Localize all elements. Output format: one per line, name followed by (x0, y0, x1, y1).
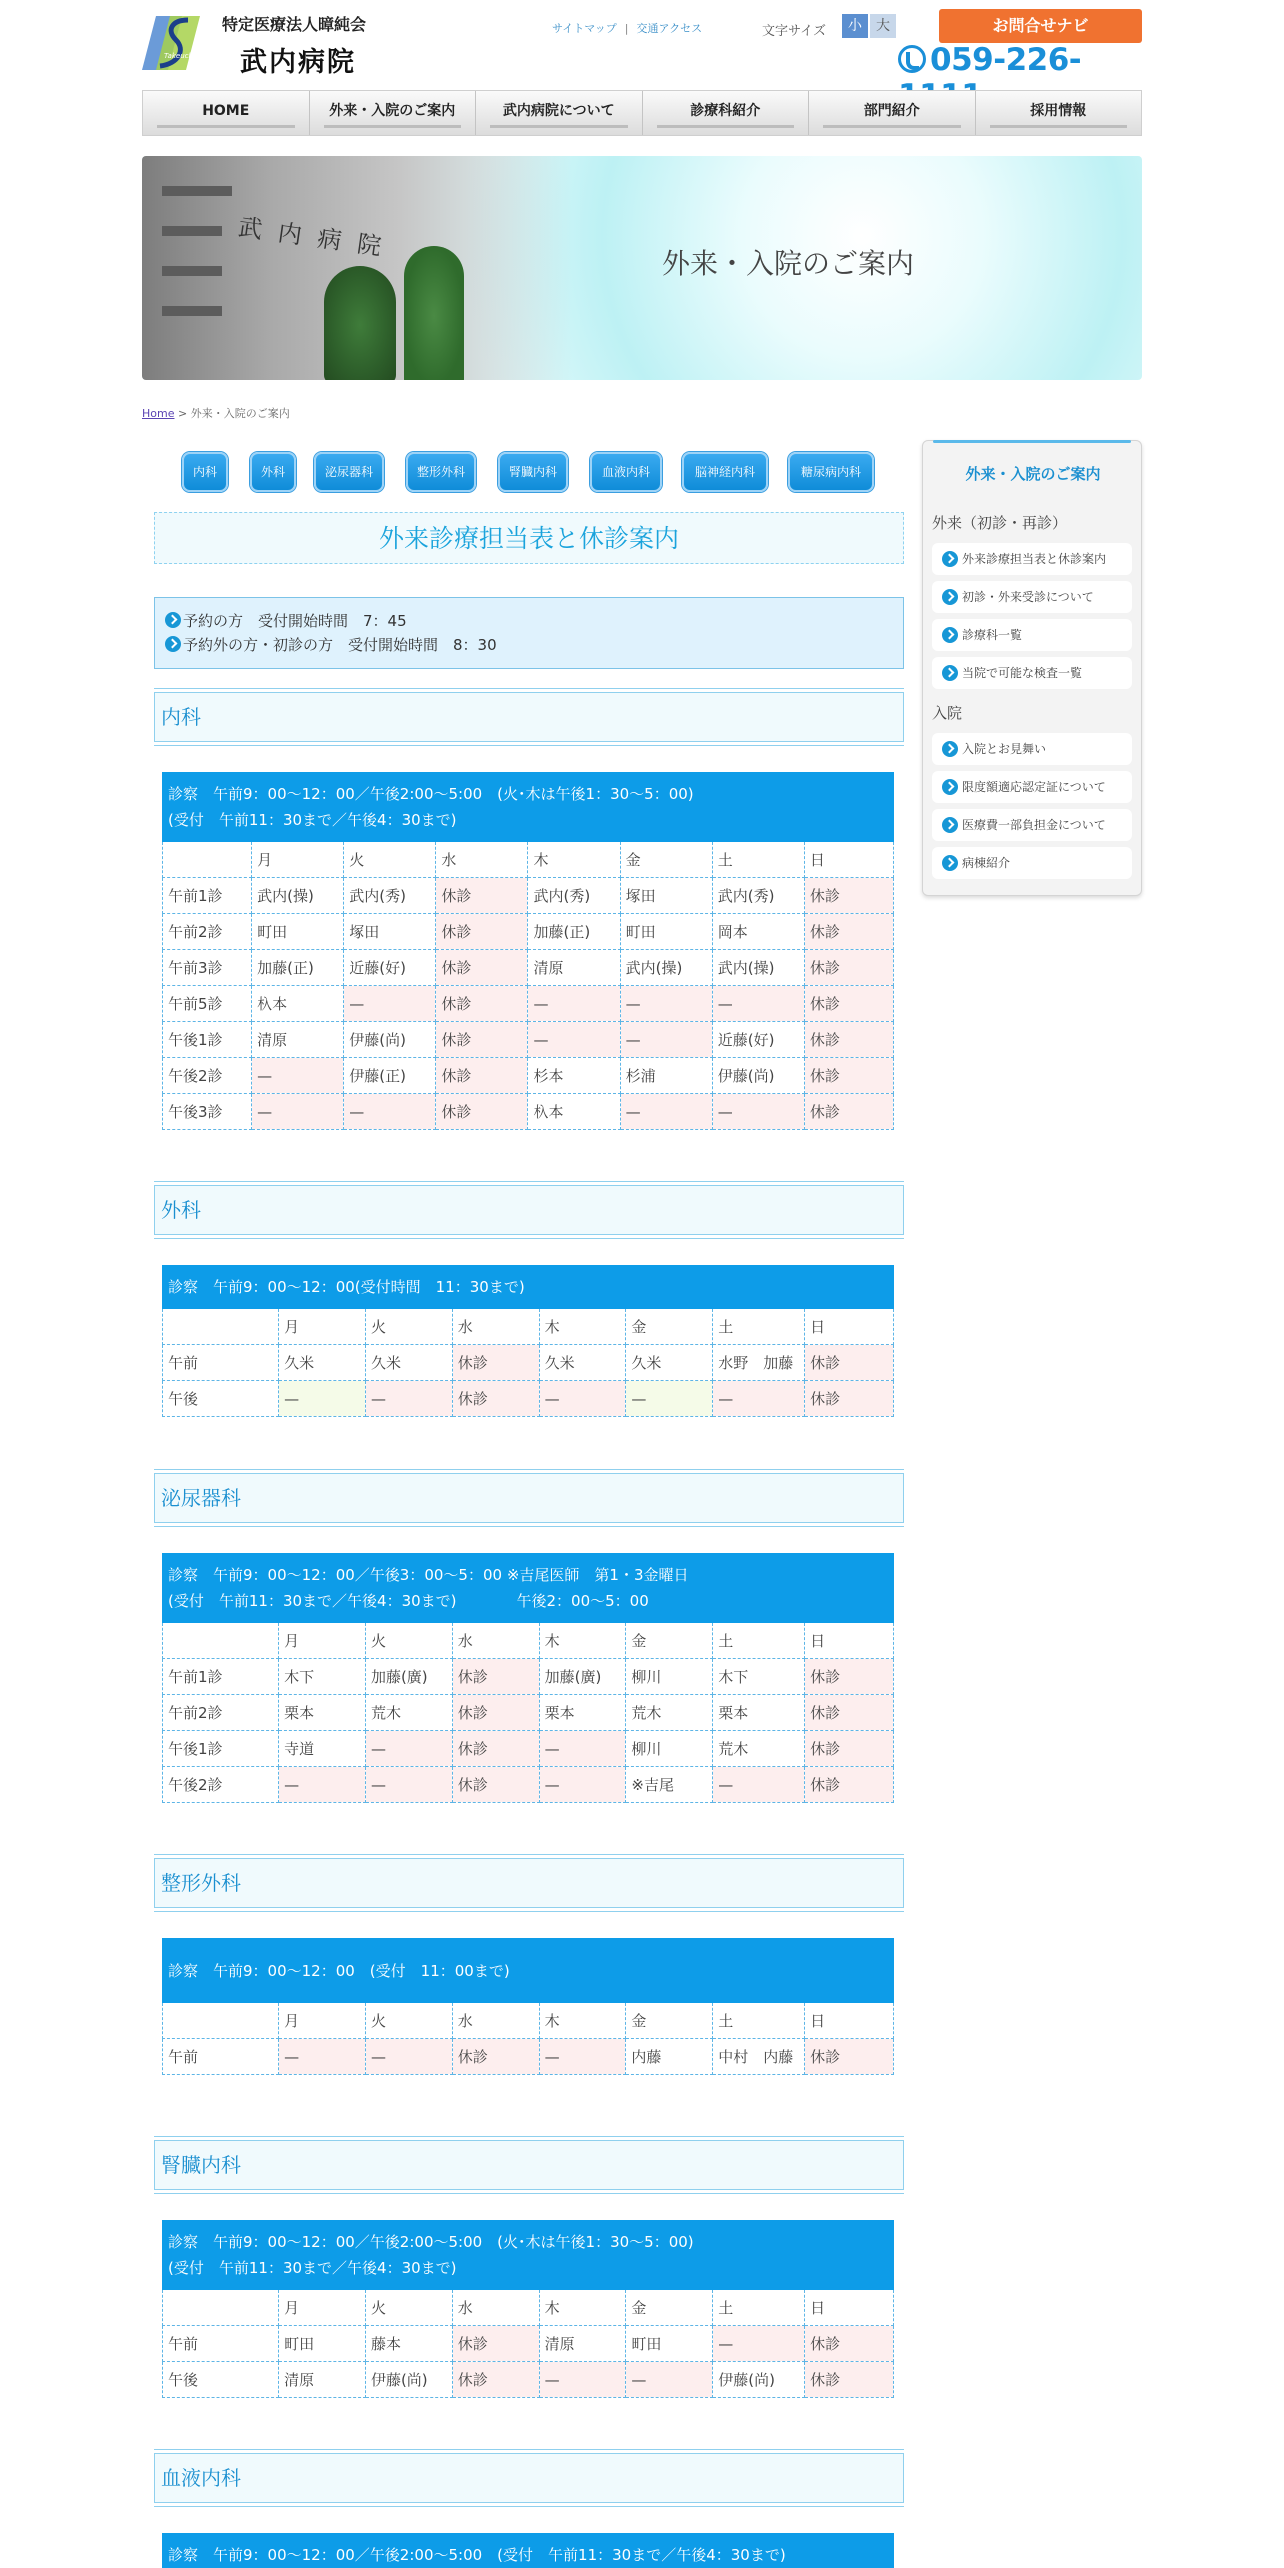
schedule-caption: 診察 午前9：00～12：00／午後2:00～5:00 (火･木は午後1：30～5：00) (受付 午前11：30まで／午後4：30まで) (163, 2221, 894, 2290)
doctor-cell: 休診 (452, 1381, 539, 1417)
doctor-cell: — (252, 1094, 344, 1130)
doctor-cell: — (713, 1381, 805, 1417)
doctor-cell: 休診 (436, 1022, 528, 1058)
arrow-icon (942, 741, 958, 757)
corporation-name: 特定医療法人暲純会 (222, 15, 367, 34)
doctor-cell: 清原 (539, 2326, 626, 2362)
doctor-cell: 休診 (805, 2326, 894, 2362)
day-header: 火 (365, 1623, 452, 1659)
hospital-logo[interactable] (142, 12, 206, 74)
table-row (163, 1345, 894, 1381)
doctor-cell: — (712, 986, 804, 1022)
doctor-cell: — (539, 1731, 626, 1767)
doctor-cell: 清原 (252, 1022, 344, 1058)
day-header: 月 (279, 1623, 366, 1659)
section-heading: 血液内科 (154, 2453, 904, 2503)
doctor-cell: 休診 (452, 2039, 539, 2075)
header-links: サイトマップ | 交通アクセス (552, 22, 703, 35)
day-header: 土 (713, 2003, 805, 2039)
table-row (163, 2039, 894, 2075)
tab-ketsueki[interactable]: 血液内科 (590, 452, 662, 492)
schedule-caption: 診察 午前9：00～12：00(受付時間 11：30まで) (163, 1266, 894, 1309)
day-header: 日 (805, 2003, 894, 2039)
doctor-cell: — (528, 1022, 620, 1058)
doctor-cell: 栗本 (539, 1695, 626, 1731)
header (142, 0, 1142, 90)
doctor-cell: — (528, 986, 620, 1022)
doctor-cell: 杁本 (528, 1094, 620, 1130)
schedule-table (162, 1553, 894, 1803)
phone-icon (898, 45, 926, 73)
slot-label: 午前5診 (163, 986, 252, 1022)
tab-geka[interactable]: 外科 (250, 452, 296, 492)
nav-about[interactable]: 武内病院について (476, 91, 643, 135)
doctor-cell: 休診 (805, 1695, 894, 1731)
day-header: 日 (805, 1623, 894, 1659)
table-row (163, 1381, 894, 1417)
doctor-cell: 休診 (804, 1058, 893, 1094)
doctor-cell: — (365, 1767, 452, 1803)
schedule-table (162, 1938, 894, 2075)
slot-label: 午後 (163, 2362, 279, 2398)
day-header: 火 (365, 2003, 452, 2039)
doctor-cell: 休診 (804, 1022, 893, 1058)
schedule-caption: 診察 午前9：00～12：00 (受付 11：00まで) (163, 1939, 894, 2003)
svg-text:Takeuchi: Takeuchi (164, 52, 195, 60)
arrow-icon (165, 636, 181, 652)
arrow-icon (942, 779, 958, 795)
tab-naika[interactable]: 内科 (182, 452, 228, 492)
slot-label: 午後1診 (163, 1022, 252, 1058)
doctor-cell: — (539, 2039, 626, 2075)
doctor-cell: — (620, 1094, 712, 1130)
doctor-cell: — (713, 1767, 805, 1803)
doctor-cell: 休診 (452, 1731, 539, 1767)
doctor-cell: 岡本 (712, 914, 804, 950)
doctor-cell: 伊藤(正) (344, 1058, 436, 1094)
doctor-cell: 休診 (805, 1381, 894, 1417)
doctor-cell: 休診 (452, 1659, 539, 1695)
doctor-cell: 中村 内藤 (713, 2039, 805, 2075)
doctor-cell: 休診 (804, 950, 893, 986)
day-header: 土 (712, 842, 804, 878)
table-row (163, 878, 894, 914)
doctor-cell: 休診 (804, 986, 893, 1022)
font-size-label: 文字サイズ (762, 24, 826, 39)
doctor-cell: 杉浦 (620, 1058, 712, 1094)
doctor-cell: 荒木 (626, 1695, 713, 1731)
doctor-cell: 久米 (279, 1345, 366, 1381)
day-header: 金 (620, 842, 712, 878)
doctor-cell: 休診 (452, 2326, 539, 2362)
day-header: 日 (804, 842, 893, 878)
table-row (163, 1695, 894, 1731)
doctor-cell: 藤本 (365, 2326, 452, 2362)
day-header: 月 (252, 842, 344, 878)
arrow-icon (942, 551, 958, 567)
contact-navi-button[interactable]: お問合せナビ (939, 9, 1142, 43)
arrow-icon (942, 817, 958, 833)
table-row (163, 1731, 894, 1767)
day-header: 日 (805, 2290, 894, 2326)
day-header: 金 (626, 2003, 713, 2039)
slot-label: 午後3診 (163, 1094, 252, 1130)
doctor-cell: 武内(秀) (344, 878, 436, 914)
arrow-icon (942, 627, 958, 643)
schedule-table (162, 1265, 894, 1417)
doctor-cell: 久米 (365, 1345, 452, 1381)
doctor-cell: 休診 (436, 950, 528, 986)
phone-text: 059-226- (930, 42, 1082, 78)
doctor-cell: 加藤(正) (252, 950, 344, 986)
sitemap-link[interactable]: サイトマップ (552, 22, 617, 35)
schedule-caption: 診察 午前9：00～12：00／午後3：00～5：00 ※吉尾医師 第1・3金曜日 (受付 午前11：30まで／午後4：30まで) 午後2：00～5：00 (163, 1554, 894, 1623)
hero-banner (142, 156, 1142, 380)
slot-label: 午前 (163, 1345, 279, 1381)
doctor-cell: 久米 (626, 1345, 713, 1381)
table-row (163, 2362, 894, 2398)
doctor-cell: 水野 加藤 (713, 1345, 805, 1381)
day-header: 木 (539, 1623, 626, 1659)
sidebar-item-tests[interactable]: 当院で可能な検査一覧 (932, 657, 1132, 689)
doctor-cell: 武内(操) (620, 950, 712, 986)
sidebar-item-wards[interactable]: 病棟紹介 (932, 847, 1132, 879)
doctor-cell: — (279, 2039, 366, 2075)
nav-recruit[interactable]: 採用情報 (976, 91, 1142, 135)
table-row (163, 950, 894, 986)
doctor-cell: — (365, 2039, 452, 2075)
doctor-cell: 栗本 (279, 1695, 366, 1731)
schedule-table (162, 2533, 894, 2568)
breadcrumb-current: 外来・入院のご案内 (190, 407, 290, 420)
doctor-cell: 荒木 (365, 1695, 452, 1731)
doctor-cell: 伊藤(尚) (344, 1022, 436, 1058)
sidebar-item-admission[interactable]: 入院とお見舞い (932, 733, 1132, 765)
section-heading: 外科 (154, 1185, 904, 1235)
slot-label: 午前 (163, 2039, 279, 2075)
doctor-cell: ※吉尾 (626, 1767, 713, 1803)
sidebar (922, 440, 1142, 896)
slot-label: 午前3診 (163, 950, 252, 986)
doctor-cell: 伊藤(尚) (712, 1058, 804, 1094)
section-heading: 泌尿器科 (154, 1473, 904, 1523)
sidebar-item-first-visit[interactable]: 初診・外来受診について (932, 581, 1132, 613)
section-heading: 内科 (154, 692, 904, 742)
slot-label: 午前1診 (163, 878, 252, 914)
doctor-cell: — (344, 1094, 436, 1130)
font-size-large-button[interactable]: 大 (870, 14, 896, 38)
breadcrumb-home[interactable]: Home (142, 407, 175, 420)
day-header: 月 (279, 2003, 366, 2039)
schedule-table (162, 772, 894, 1130)
day-header: 金 (626, 2290, 713, 2326)
doctor-cell: 町田 (252, 914, 344, 950)
doctor-cell: 休診 (805, 1345, 894, 1381)
doctor-cell: — (344, 986, 436, 1022)
tab-hinyoki[interactable]: 泌尿器科 (314, 452, 384, 492)
table-row (163, 1659, 894, 1695)
breadcrumb: Home > 外来・入院のご案内 (142, 407, 290, 420)
doctor-cell: 武内(秀) (712, 878, 804, 914)
nav-departments[interactable]: 診療科紹介 (643, 91, 810, 135)
schedule-table (162, 2220, 894, 2398)
doctor-cell: 栗本 (713, 1695, 805, 1731)
reception-walkin: 予約外の方・初診の方 受付開始時間 8：30 (165, 633, 893, 657)
doctor-cell: 木下 (279, 1659, 366, 1695)
font-size-small-button[interactable]: 小 (842, 14, 868, 38)
section-heading: 腎臓内科 (154, 2140, 904, 2190)
slot-label: 午前2診 (163, 1695, 279, 1731)
doctor-cell: 休診 (805, 1767, 894, 1803)
doctor-cell: 休診 (436, 878, 528, 914)
doctor-cell: 久米 (539, 1345, 626, 1381)
doctor-cell: 休診 (452, 1345, 539, 1381)
access-link[interactable]: 交通アクセス (636, 22, 703, 35)
reception-reserved: 予約の方 受付開始時間 7：45 (165, 609, 893, 633)
sidebar-sub-outpatient: 外来（初診・再診） (932, 514, 1068, 532)
doctor-cell: 清原 (279, 2362, 366, 2398)
doctor-cell: 近藤(好) (712, 1022, 804, 1058)
hospital-name[interactable]: 武内病院 (240, 47, 356, 78)
doctor-cell: 休診 (804, 914, 893, 950)
doctor-cell: 町田 (279, 2326, 366, 2362)
table-row (163, 1058, 894, 1094)
table-row (163, 986, 894, 1022)
doctor-cell: 杉本 (528, 1058, 620, 1094)
table-row (163, 1767, 894, 1803)
slot-label: 午後 (163, 1381, 279, 1417)
global-nav (142, 90, 1142, 136)
day-header: 火 (365, 1309, 452, 1345)
doctor-cell: — (252, 1058, 344, 1094)
doctor-cell: 加藤(廣) (365, 1659, 452, 1695)
doctor-cell: — (279, 1767, 366, 1803)
doctor-cell: 町田 (626, 2326, 713, 2362)
page-title: 外来診療担当表と休診案内 (154, 512, 904, 564)
building-photo (142, 156, 572, 380)
slot-label: 午前2診 (163, 914, 252, 950)
sidebar-item-copay[interactable]: 医療費一部負担金について (932, 809, 1132, 841)
doctor-cell: 武内(秀) (528, 878, 620, 914)
reception-times (154, 597, 904, 669)
slot-label: 午後1診 (163, 1731, 279, 1767)
doctor-cell: 清原 (528, 950, 620, 986)
doctor-cell: 内藤 (626, 2039, 713, 2075)
day-header: 水 (452, 2290, 539, 2326)
slot-label: 午後2診 (163, 1767, 279, 1803)
doctor-cell: 寺道 (279, 1731, 366, 1767)
day-header: 月 (279, 1309, 366, 1345)
doctor-cell: 休診 (436, 914, 528, 950)
doctor-cell: 休診 (804, 1094, 893, 1130)
doctor-cell: 休診 (436, 1094, 528, 1130)
doctor-cell: — (539, 2362, 626, 2398)
arrow-icon (165, 612, 181, 628)
sidebar-item-schedule[interactable]: 外来診療担当表と休診案内 (932, 543, 1132, 575)
doctor-cell: 休診 (805, 1659, 894, 1695)
slot-label: 午前1診 (163, 1659, 279, 1695)
sidebar-title: 外来・入院のご案内 (965, 465, 1101, 483)
day-header: 土 (713, 1623, 805, 1659)
day-header: 日 (805, 1309, 894, 1345)
doctor-cell: — (539, 1381, 626, 1417)
doctor-cell: 荒木 (713, 1731, 805, 1767)
arrow-icon (942, 855, 958, 871)
doctor-cell: 塚田 (344, 914, 436, 950)
day-header: 月 (279, 2290, 366, 2326)
doctor-cell: — (712, 1094, 804, 1130)
doctor-cell: 休診 (436, 1058, 528, 1094)
schedule-caption: 診察 午前9：00～12：00／午後2:00～5:00 (受付 午前11：30まで／午後4：30まで) (163, 2534, 894, 2568)
day-header: 木 (539, 2003, 626, 2039)
day-header: 土 (713, 1309, 805, 1345)
day-header: 木 (539, 2290, 626, 2326)
nav-outpatient[interactable]: 外来・入院のご案内 (310, 91, 477, 135)
nav-divisions[interactable]: 部門紹介 (809, 91, 976, 135)
day-header: 水 (452, 1623, 539, 1659)
doctor-cell: 休診 (452, 1695, 539, 1731)
doctor-cell: — (626, 1381, 713, 1417)
doctor-cell: 休診 (436, 986, 528, 1022)
doctor-cell: 町田 (620, 914, 712, 950)
doctor-cell: — (539, 1767, 626, 1803)
doctor-cell: 休診 (805, 2039, 894, 2075)
doctor-cell: 杁本 (252, 986, 344, 1022)
schedule-caption: 診察 午前9：00～12：00／午後2:00～5:00 (火･木は午後1：30～5：00) (受付 午前11：30まで／午後4：30まで) (163, 773, 894, 842)
nav-home[interactable]: HOME (143, 91, 310, 135)
day-header: 水 (452, 2003, 539, 2039)
doctor-cell: — (620, 986, 712, 1022)
table-row (163, 1022, 894, 1058)
day-header: 金 (626, 1623, 713, 1659)
doctor-cell: 休診 (452, 1767, 539, 1803)
day-header: 木 (539, 1309, 626, 1345)
doctor-cell: — (365, 1381, 452, 1417)
doctor-cell: 加藤(正) (528, 914, 620, 950)
doctor-cell: 伊藤(尚) (365, 2362, 452, 2398)
day-header: 金 (626, 1309, 713, 1345)
table-row (163, 2326, 894, 2362)
tab-tonyobyo[interactable]: 糖尿病内科 (788, 452, 874, 492)
day-header: 水 (436, 842, 528, 878)
doctor-cell: 休診 (452, 2362, 539, 2398)
doctor-cell: 休診 (805, 1731, 894, 1767)
doctor-cell: 柳川 (626, 1731, 713, 1767)
arrow-icon (942, 589, 958, 605)
day-header: 火 (344, 842, 436, 878)
doctor-cell: 木下 (713, 1659, 805, 1695)
table-row (163, 914, 894, 950)
doctor-cell: — (365, 1731, 452, 1767)
slot-label: 午前 (163, 2326, 279, 2362)
section-heading: 整形外科 (154, 1858, 904, 1908)
table-row (163, 1094, 894, 1130)
doctor-cell: — (279, 1381, 366, 1417)
doctor-cell: 近藤(好) (344, 950, 436, 986)
doctor-cell: 柳川 (626, 1659, 713, 1695)
hero-title: 外来・入院のご案内 (662, 247, 915, 280)
day-header: 火 (365, 2290, 452, 2326)
day-header: 木 (528, 842, 620, 878)
sidebar-item-limit-cert[interactable]: 限度額適応認定証について (932, 771, 1132, 803)
building-sign: 武内病院 (236, 212, 399, 263)
tab-noshinkei[interactable]: 脳神経内科 (682, 452, 768, 492)
doctor-cell: 休診 (804, 878, 893, 914)
doctor-cell: — (620, 1022, 712, 1058)
doctor-cell: — (713, 2326, 805, 2362)
doctor-cell: 加藤(廣) (539, 1659, 626, 1695)
slot-label: 午後2診 (163, 1058, 252, 1094)
sidebar-item-departments[interactable]: 診療科一覧 (932, 619, 1132, 651)
doctor-cell: 休診 (805, 2362, 894, 2398)
doctor-cell: — (626, 2362, 713, 2398)
tab-jinzo[interactable]: 腎臓内科 (498, 452, 568, 492)
day-header: 水 (452, 1309, 539, 1345)
arrow-icon (942, 665, 958, 681)
doctor-cell: 伊藤(尚) (713, 2362, 805, 2398)
day-header: 土 (713, 2290, 805, 2326)
doctor-cell: 武内(操) (252, 878, 344, 914)
doctor-cell: 武内(操) (712, 950, 804, 986)
tab-seikei[interactable]: 整形外科 (406, 452, 476, 492)
sidebar-sub-inpatient: 入院 (932, 704, 963, 722)
doctor-cell: 塚田 (620, 878, 712, 914)
